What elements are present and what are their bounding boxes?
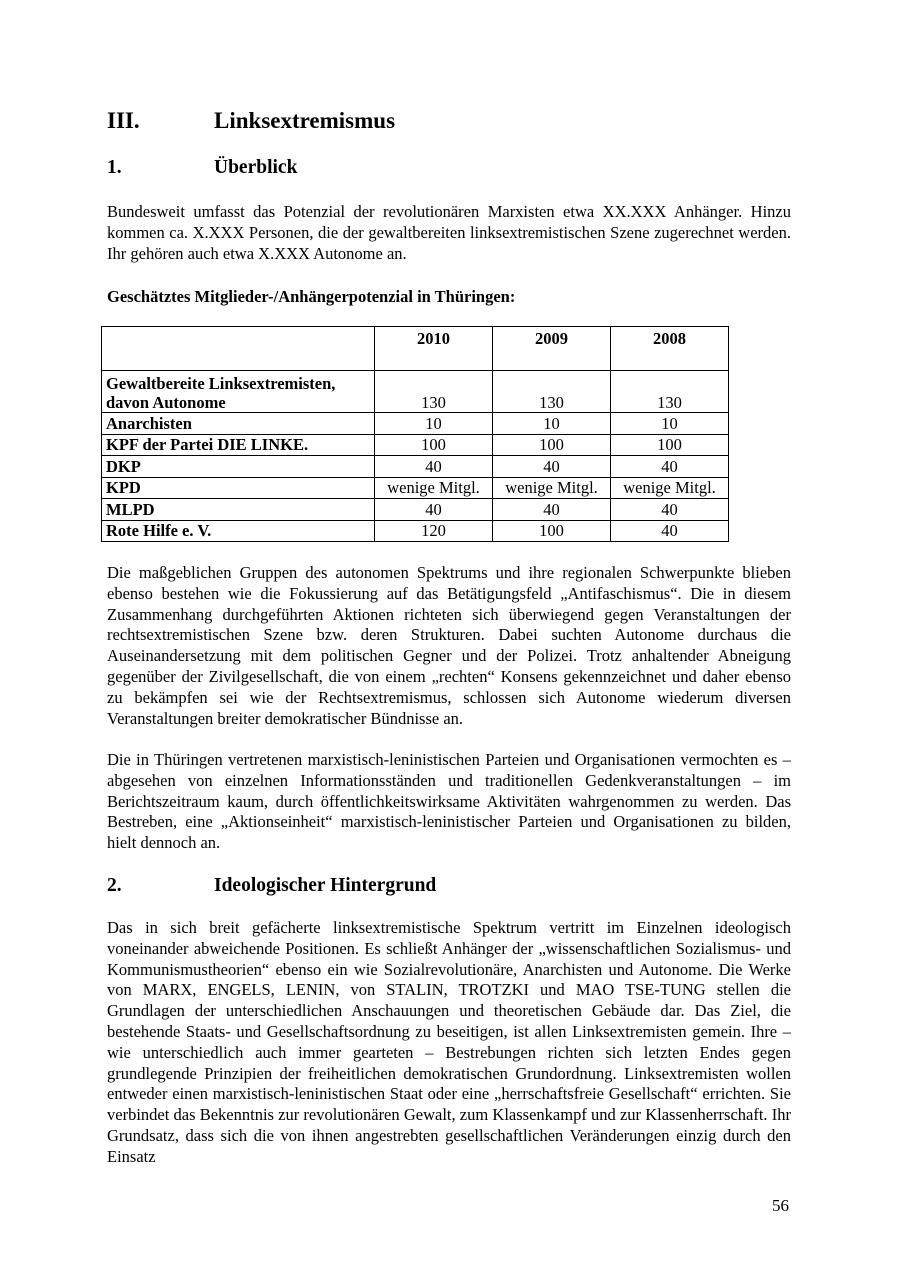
table-cell: 130 — [611, 371, 729, 413]
table-cell: wenige Mitgl. — [611, 477, 729, 499]
table-cell: 100 — [375, 434, 493, 456]
table-cell: 40 — [375, 456, 493, 478]
row-label: KPD — [102, 477, 375, 499]
table-cell: wenige Mitgl. — [375, 477, 493, 499]
table-cell: 10 — [493, 413, 611, 435]
chapter-heading — [107, 108, 395, 134]
table-row — [102, 477, 729, 499]
table-cell: 40 — [493, 456, 611, 478]
section-number: 2. — [107, 875, 122, 896]
section-title: Überblick — [214, 157, 298, 178]
table-row — [102, 456, 729, 478]
table-header-empty-cell — [102, 327, 375, 371]
section-heading-overview — [107, 157, 297, 179]
table-row — [102, 499, 729, 521]
table-row — [102, 434, 729, 456]
table-cell: 40 — [493, 499, 611, 521]
table-cell: 40 — [611, 499, 729, 521]
year-header: 2008 — [611, 327, 729, 371]
ideologie-paragraph: Das in sich breit gefächerte linksextremistische Spektrum vertritt im Einzelnen ideologisch voneinander abweichende Positionen. Es schließt Anhänger der „wissenschaftlichen Sozialismus- und Kommunismustheorien“ ebenso ein wie Sozialrevolutionäre, Anarchisten und Autonome. Die Werke von MARX, ENGELS, LENIN, von STALIN, TROTZKI und MAO TSE-TUNG stellen die Grundlagen der unterschiedlichen Anschauungen und theoretischen Gebäude dar. Das Ziel, die bestehende Staats- und Gesellschaftsordnung zu beseitigen, ist allen Linksextremisten gemein. Ihre – wie unterschiedlich auch immer gearteten – Bestrebungen richten sich letzten Endes gegen grundlegende Prinzipien der freiheitlichen demokratischen Grundordnung. Linksextremisten wollen entweder einen marxistisch-leninistischen Staat oder eine „herrschaftsfreie Gesellschaft“ errichten. Sie verbindet das Bekenntnis zur revolutionären Gewalt, zum Klassenkampf und zur Klassenherrschaft. Ihr Grundsatz, dass sich die von ihnen angestrebten gesellschaftlichen Veränderungen einzig durch den Einsatz — [107, 918, 791, 1166]
table-row — [102, 520, 729, 542]
intro-paragraph: Bundesweit umfasst das Potenzial der revolutionären Marxisten etwa XX.XXX Anhänger. Hinzu kommen ca. X.XXX Personen, die der gewaltbereiten linksextremistischen Szene zugerechnet werden. Ihr gehören auch etwa X.XXX Autonome an. — [107, 202, 791, 263]
table-cell: 100 — [611, 434, 729, 456]
row-label: DKP — [102, 456, 375, 478]
table-cell: 40 — [611, 456, 729, 478]
table-cell: 120 — [375, 520, 493, 542]
table-cell: 100 — [493, 520, 611, 542]
row-label: Gewaltbereite Linksextremisten, davon Autonome — [102, 371, 375, 413]
table-caption: Geschätztes Mitglieder-/Anhängerpotenzial in Thüringen: — [107, 287, 516, 306]
table-cell: 10 — [375, 413, 493, 435]
year-header: 2009 — [493, 327, 611, 371]
row-label: Rote Hilfe e. V. — [102, 520, 375, 542]
table-cell: 100 — [493, 434, 611, 456]
membership-table — [101, 326, 729, 542]
table-cell: wenige Mitgl. — [493, 477, 611, 499]
chapter-number: III. — [107, 108, 140, 133]
section-heading-ideology — [107, 875, 436, 897]
parteien-paragraph: Die in Thüringen vertretenen marxistisch-leninistischen Parteien und Organisationen vermochten es – abgesehen von einzelnen Informationsständen und traditionellen Gedenkveranstaltungen – im Berichtszeitraum kaum, durch öffentlichkeitswirksame Aktivitäten wahrgenommen zu werden. Das Bestreben, eine „Aktionseinheit“ marxistisch-leninistischer Parteien und Organisationen zu bilden, hielt dennoch an. — [107, 750, 791, 853]
autonome-paragraph: Die maßgeblichen Gruppen des autonomen Spektrums und ihre regionalen Schwerpunkte blieben ebenso bestehen wie die Fokussierung auf das Betätigungsfeld „Antifaschismus“. Die in diesem Zusammenhang durchgeführten Aktionen richteten sich überwiegend gegen Veranstaltungen der rechtsextremistischen Szene bzw. deren Strukturen. Dabei suchten Autonome durchaus die Auseinandersetzung mit dem politischen Gegner und der Polizei. Trotz anhaltender Abneigung gegenüber der Zivilgesellschaft, die von einem „rechten“ Konsens gekennzeichnet und daher ebenso zu bekämpfen sei wie der Rechtsextremismus, schlossen sich Autonome wiederum diversen Veranstaltungen breiter demokratischer Bündnisse an. — [107, 563, 791, 728]
table-cell: 10 — [611, 413, 729, 435]
table-row — [102, 371, 729, 413]
table-header-row — [102, 327, 729, 371]
table-cell: 130 — [375, 371, 493, 413]
table-row — [102, 413, 729, 435]
page-number: 56 — [772, 1196, 789, 1215]
year-header: 2010 — [375, 327, 493, 371]
section-number: 1. — [107, 157, 122, 178]
table-cell: 40 — [375, 499, 493, 521]
row-label: KPF der Partei DIE LINKE. — [102, 434, 375, 456]
section-title: Ideologischer Hintergrund — [214, 875, 437, 896]
chapter-title: Linksextremismus — [214, 108, 396, 133]
row-label: Anarchisten — [102, 413, 375, 435]
row-label: MLPD — [102, 499, 375, 521]
table-cell: 130 — [493, 371, 611, 413]
table-cell: 40 — [611, 520, 729, 542]
